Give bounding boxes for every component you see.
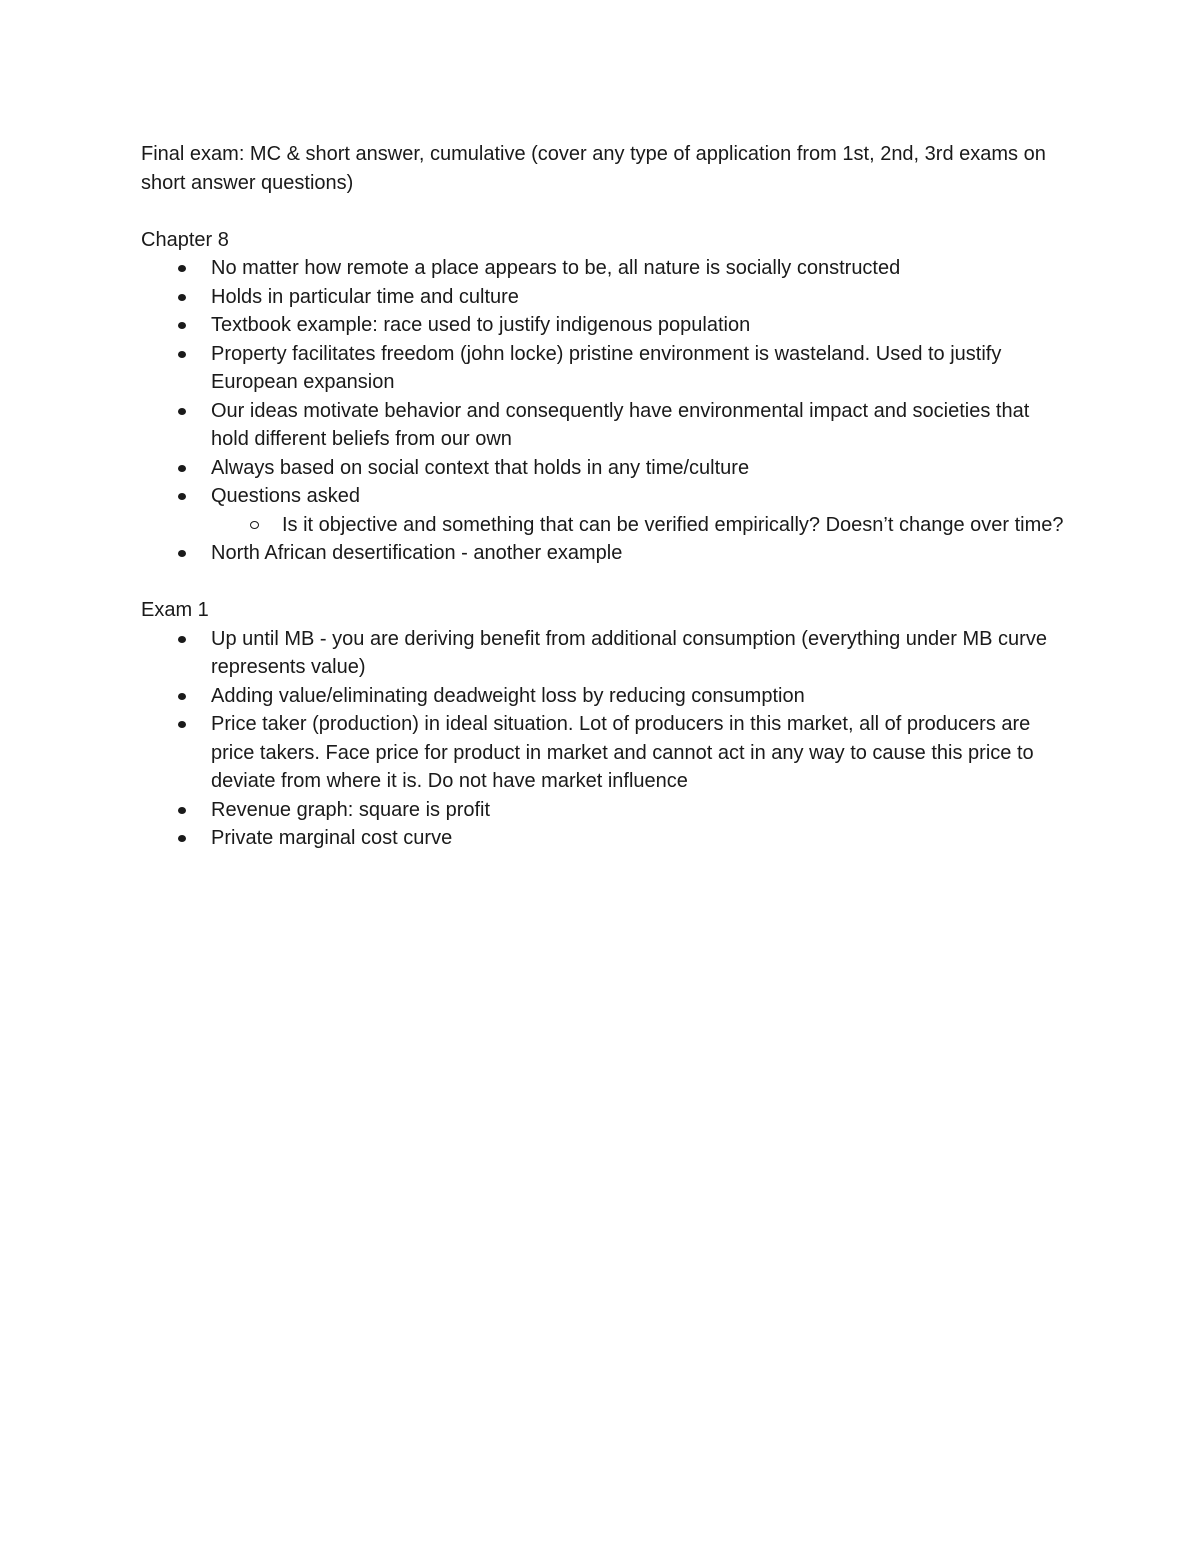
list-item: Questions asked Is it objective and something that can be verified empirically? Doesn’t change over time? [211,482,1071,539]
chapter-8-list [141,254,1071,568]
spacer [141,197,1071,226]
exam-1-list [141,625,1071,853]
intro-paragraph: Final exam: MC & short answer, cumulative (cover any type of application from 1st, 2nd, 3rd exams on short answer questions) [141,143,1046,194]
list-item: North African desertification - another example [211,539,1071,568]
bullet-icon [178,835,186,842]
document-page [141,140,1071,853]
list-item: Property facilitates freedom (john locke) pristine environment is wasteland. Used to justify European expansion [211,340,1071,397]
section-heading-chapter-8: Chapter 8 [141,228,229,251]
bullet-icon [178,408,186,415]
list-item: Always based on social context that holds in any time/culture [211,454,1071,483]
list-item: Price taker (production) in ideal situation. Lot of producers in this market, all of producers are price takers. Face price for product in market and cannot act in any way to cause this price to deviate from where it is. Do not have market influence [211,710,1071,796]
spacer [141,568,1071,597]
section-heading-exam-1: Exam 1 [141,599,209,621]
bullet-icon [178,294,186,301]
hollow-bullet-icon [250,521,259,529]
bullet-icon [178,351,186,358]
sub-list-item: Is it objective and something that can be verified empirically? Doesn’t change over time? [282,511,1071,540]
bullet-icon [178,465,186,472]
bullet-icon [178,265,186,272]
list-item: Our ideas motivate behavior and consequently have environmental impact and societies that hold different beliefs from our own [211,397,1071,454]
list-item: Textbook example: race used to justify indigenous population [211,311,1071,340]
bullet-icon [178,322,186,329]
bullet-icon [178,550,186,557]
list-item: Holds in particular time and culture [211,283,1071,312]
bullet-icon [178,721,186,728]
bullet-icon [178,493,186,500]
bullet-icon [178,636,186,643]
sub-list [211,511,1071,540]
list-item: Adding value/eliminating deadweight loss by reducing consumption [211,682,1071,711]
list-item: Up until MB - you are deriving benefit from additional consumption (everything under MB curve represents value) [211,625,1071,682]
list-item: Revenue graph: square is profit [211,796,1071,825]
bullet-icon [178,693,186,700]
bullet-icon [178,807,186,814]
list-item: No matter how remote a place appears to be, all nature is socially constructed [211,254,1071,283]
list-item: Private marginal cost curve [211,824,1071,853]
